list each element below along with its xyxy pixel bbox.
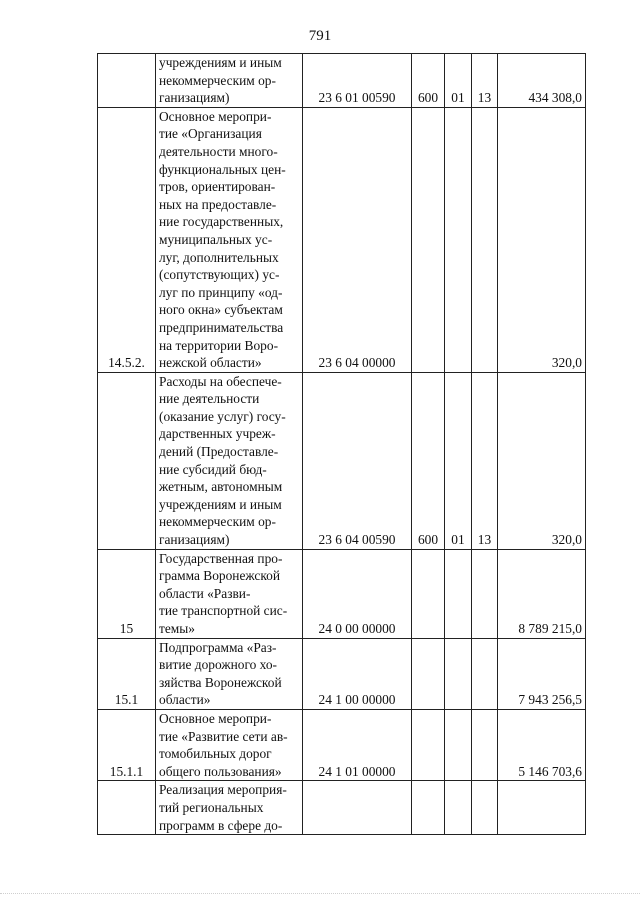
row-section: 01 [445, 54, 472, 108]
row-number [98, 372, 156, 549]
row-name: учреждениям и иным некоммерческим ор- ганизациям) [156, 54, 303, 108]
table-row [98, 549, 586, 638]
row-target-code: 23 6 04 00590 [303, 372, 412, 549]
scan-edge-line [0, 893, 640, 895]
row-target-code: 24 1 00 00000 [303, 638, 412, 709]
row-target-code: 24 1 01 00000 [303, 709, 412, 780]
row-name: Расходы на обеспече- ние деятельности (оказание услуг) госу- дарственных учреж- дений (Предоставле- ние субсидий бюд- жетным, автономным учреждениям и иным некоммерческим ор- ганизациям) [156, 372, 303, 549]
row-subsection [472, 638, 498, 709]
page-number: 791 [308, 28, 332, 44]
row-section [445, 709, 472, 780]
row-target-code: 23 6 01 00590 [303, 54, 412, 108]
row-number [98, 781, 156, 835]
table-row [98, 107, 586, 372]
row-sum: 7 943 256,5 [498, 638, 586, 709]
row-subsection [472, 709, 498, 780]
row-section: 01 [445, 372, 472, 549]
row-subsection [472, 549, 498, 638]
row-expense-type [412, 107, 445, 372]
row-subsection: 13 [472, 54, 498, 108]
row-section [445, 638, 472, 709]
table-row [98, 709, 586, 780]
row-section [445, 781, 472, 835]
table-row [98, 638, 586, 709]
row-sum: 5 146 703,6 [498, 709, 586, 780]
row-number: 15.1 [98, 638, 156, 709]
row-name: Основное меропри- тие «Развитие сети ав- томобильных дорог общего пользования» [156, 709, 303, 780]
row-target-code: 23 6 04 00000 [303, 107, 412, 372]
row-target-code [303, 781, 412, 835]
row-sum: 320,0 [498, 107, 586, 372]
row-expense-type: 600 [412, 54, 445, 108]
row-section [445, 549, 472, 638]
row-number [98, 54, 156, 108]
row-subsection: 13 [472, 372, 498, 549]
table-row [98, 372, 586, 549]
row-sum: 320,0 [498, 372, 586, 549]
table-row [98, 54, 586, 108]
row-number: 15 [98, 549, 156, 638]
row-expense-type [412, 638, 445, 709]
row-expense-type [412, 549, 445, 638]
row-sum: 8 789 215,0 [498, 549, 586, 638]
row-name: Основное меропри- тие «Организация деятельности много- функциональных цен- тров, ориентирован- ных на предоставле- ние государственных, муниципальных ус- луг, дополнительных (сопутствующих) ус- луг по принципу «од- ного окна» субъектам предпринимательства на территории Воро- нежской области» [156, 107, 303, 372]
row-section [445, 107, 472, 372]
row-sum: 434 308,0 [498, 54, 586, 108]
row-subsection [472, 107, 498, 372]
row-expense-type [412, 781, 445, 835]
row-expense-type [412, 709, 445, 780]
row-number: 15.1.1 [98, 709, 156, 780]
table-body [98, 54, 586, 835]
row-subsection [472, 781, 498, 835]
row-name: Государственная про- грамма Воронежской области «Разви- тие транспортной сис- темы» [156, 549, 303, 638]
row-sum [498, 781, 586, 835]
row-name: Реализация мероприя- тий региональных программ в сфере до- [156, 781, 303, 835]
budget-table [97, 53, 586, 835]
table-row [98, 781, 586, 835]
row-target-code: 24 0 00 00000 [303, 549, 412, 638]
row-number: 14.5.2. [98, 107, 156, 372]
row-name: Подпрограмма «Раз- витие дорожного хо- зяйства Воронежской области» [156, 638, 303, 709]
row-expense-type: 600 [412, 372, 445, 549]
